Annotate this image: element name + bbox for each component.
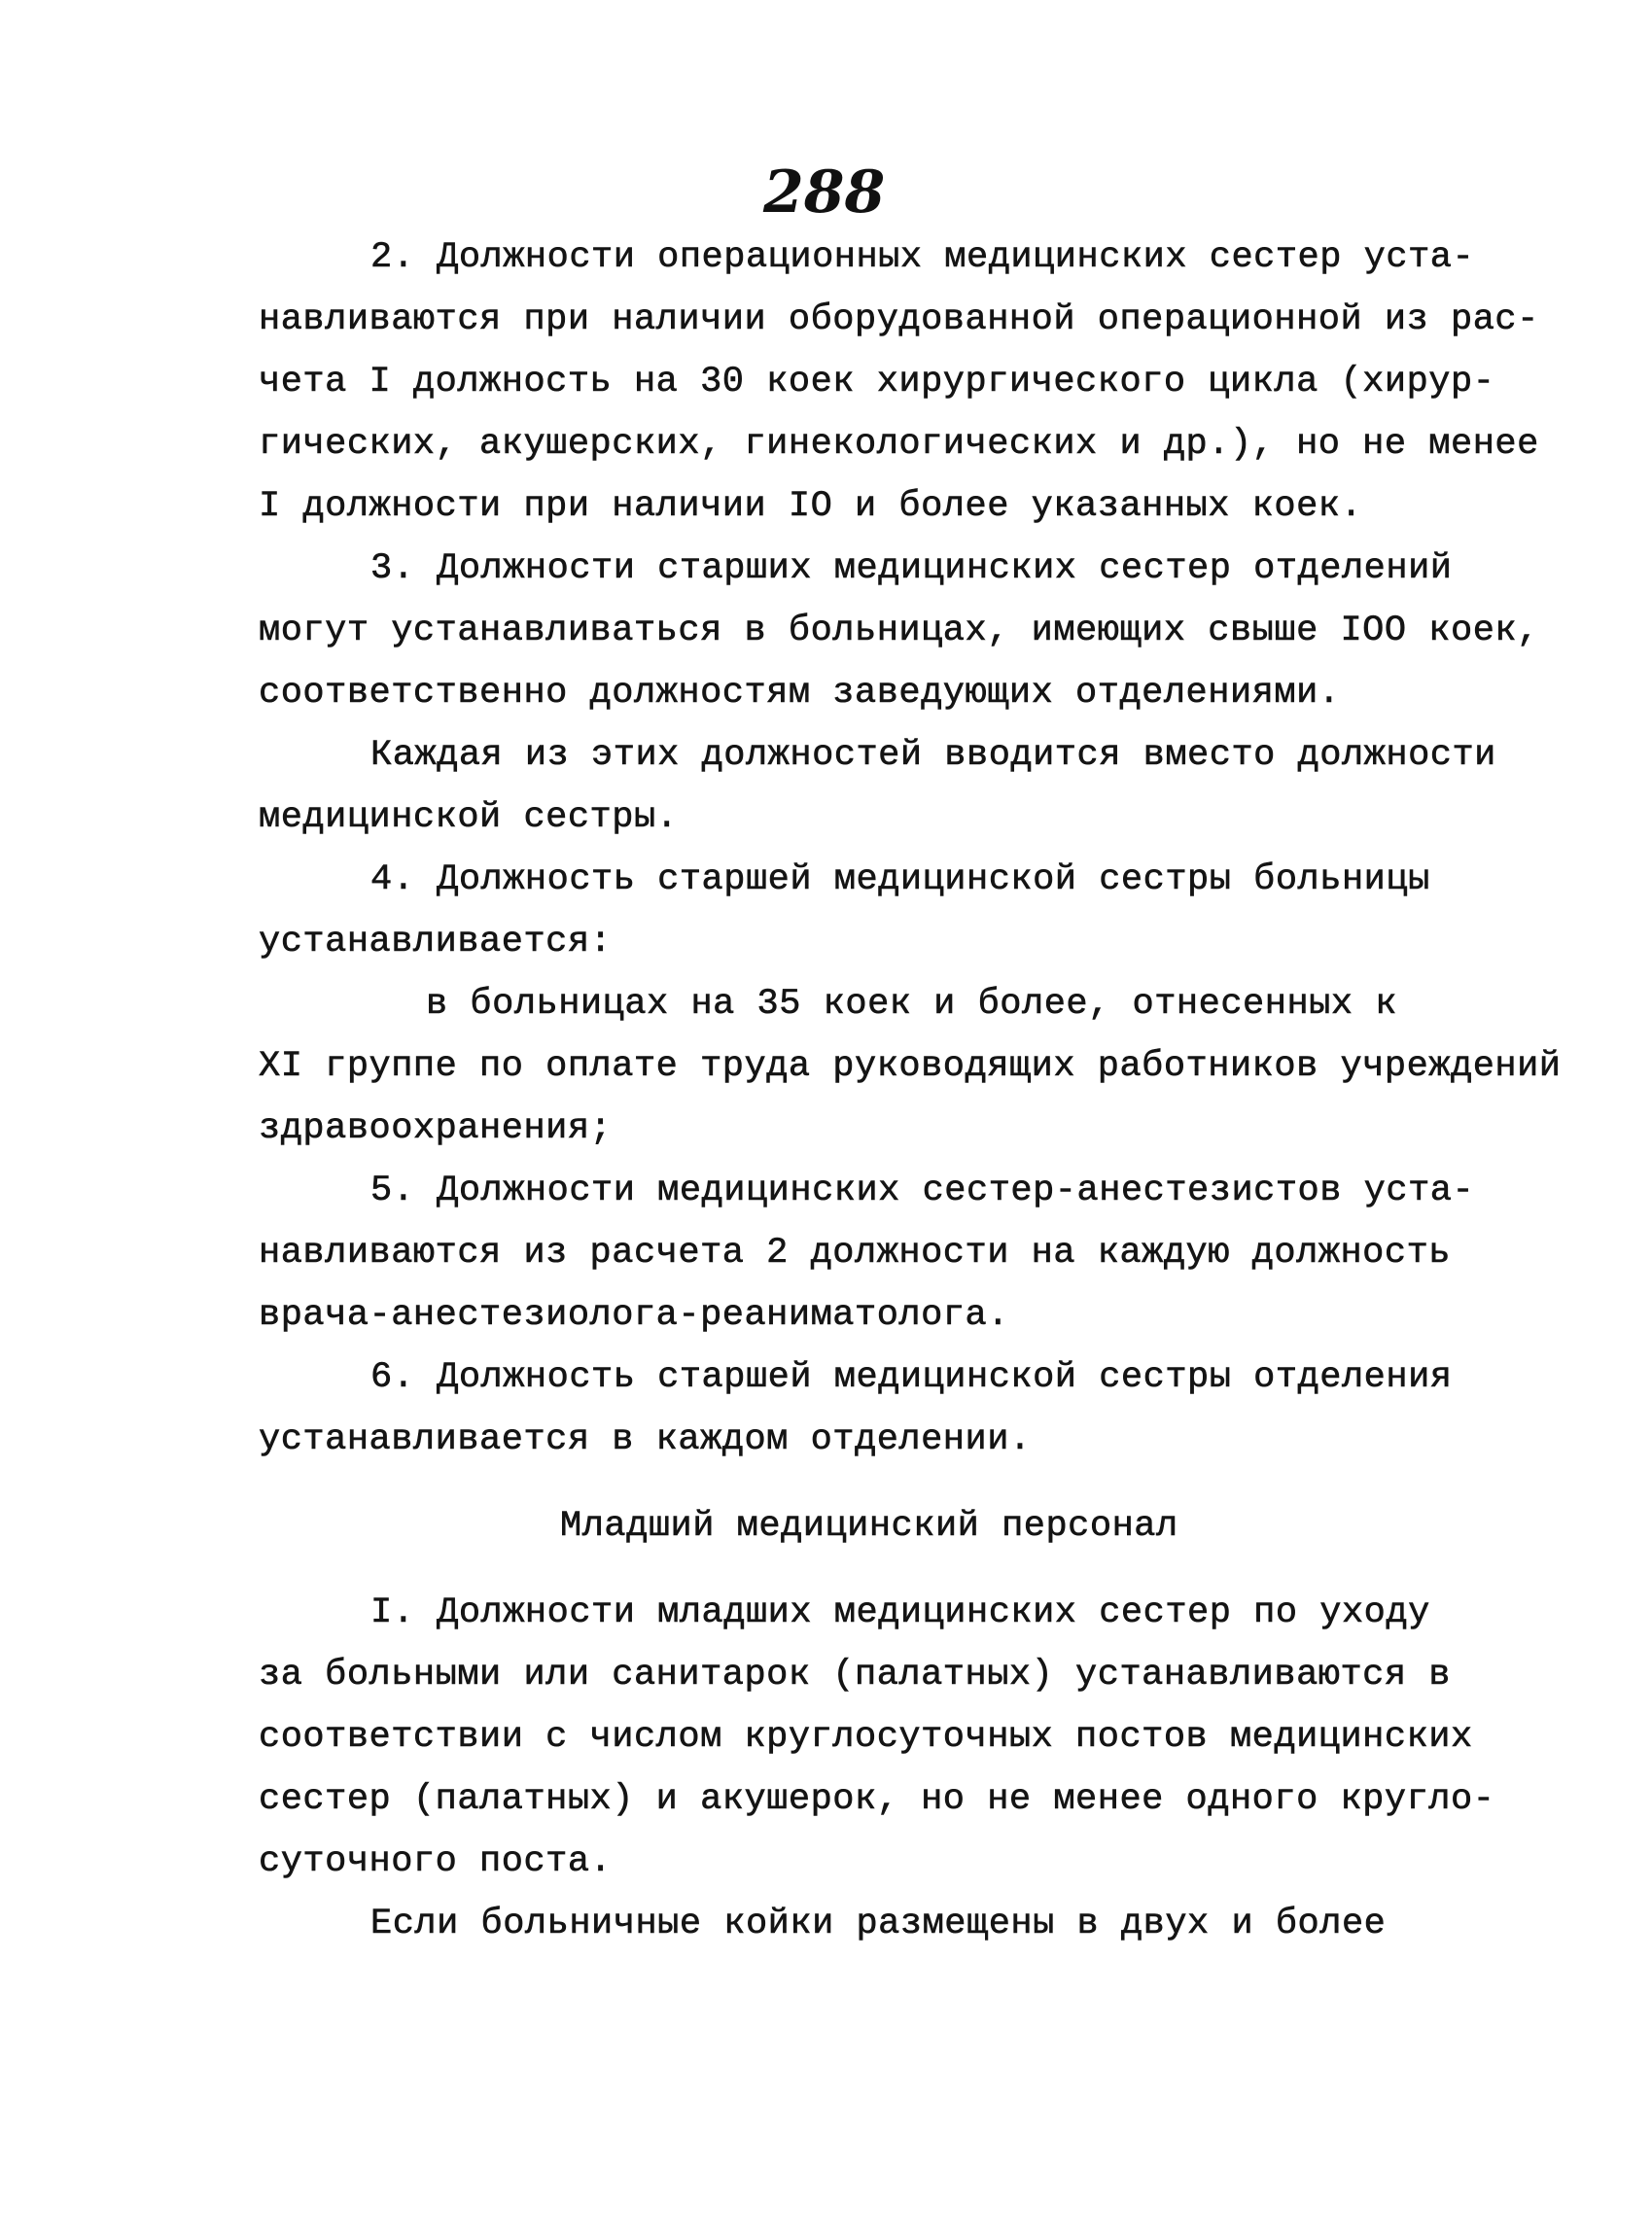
text-line: 4. Должность старшей медицинской сестры больницы xyxy=(370,859,1430,900)
section-heading: Младший медицинский персонал xyxy=(560,1506,1178,1547)
text-line: 2. Должности операционных медицинских сестер уста- xyxy=(370,237,1475,278)
page-number: 288 xyxy=(763,158,886,227)
text-line: 6. Должность старшей медицинской сестры отделения xyxy=(370,1357,1453,1398)
text-line: I должности при наличии IO и более указанных коек. xyxy=(259,486,1363,527)
text-line: могут устанавливаться в больницах, имеющих свыше IOO коек, xyxy=(259,611,1539,651)
text-line: I. Должности младших медицинских сестер по уходу xyxy=(370,1592,1430,1633)
text-line: 5. Должности медицинских сестер-анестезистов уста- xyxy=(370,1171,1475,1211)
text-line: Если больничные койки размещены в двух и более xyxy=(370,1904,1387,1944)
text-line: XI группе по оплате труда руководящих работников учреждений xyxy=(259,1046,1562,1087)
text-line: гических, акушерских, гинекологических и др.), но не менее xyxy=(259,424,1539,465)
text-line: чета I должность на 30 коек хирургического цикла (хирур- xyxy=(259,362,1495,402)
text-line: навливаются из расчета 2 должности на каждую должность xyxy=(259,1233,1451,1274)
text-line: сестер (палатных) и акушерок, но не менее одного кругло- xyxy=(259,1779,1495,1820)
text-line: здравоохранения; xyxy=(259,1108,613,1149)
text-line: устанавливается: xyxy=(259,922,613,962)
text-line: суточного поста. xyxy=(259,1841,613,1882)
text-line: соответствии с числом круглосуточных постов медицинских xyxy=(259,1717,1473,1758)
text-line: Каждая из этих должностей вводится вместо должности xyxy=(370,735,1496,776)
text-line: врача-анестезиолога-реаниматолога. xyxy=(259,1295,1009,1336)
text-line: навливаются при наличии оборудованной операционной из рас- xyxy=(259,299,1539,340)
text-line: соответственно должностям заведующих отделениями. xyxy=(259,673,1341,714)
text-line: за больными или санитарок (палатных) устанавливаются в xyxy=(259,1655,1451,1696)
text-line: устанавливается в каждом отделении. xyxy=(259,1419,1032,1460)
text-line: в больницах на 35 коек и более, отнесенных к xyxy=(426,984,1397,1025)
text-line: медицинской сестры. xyxy=(259,797,679,838)
text-line: 3. Должности старших медицинских сестер отделений xyxy=(370,548,1453,589)
